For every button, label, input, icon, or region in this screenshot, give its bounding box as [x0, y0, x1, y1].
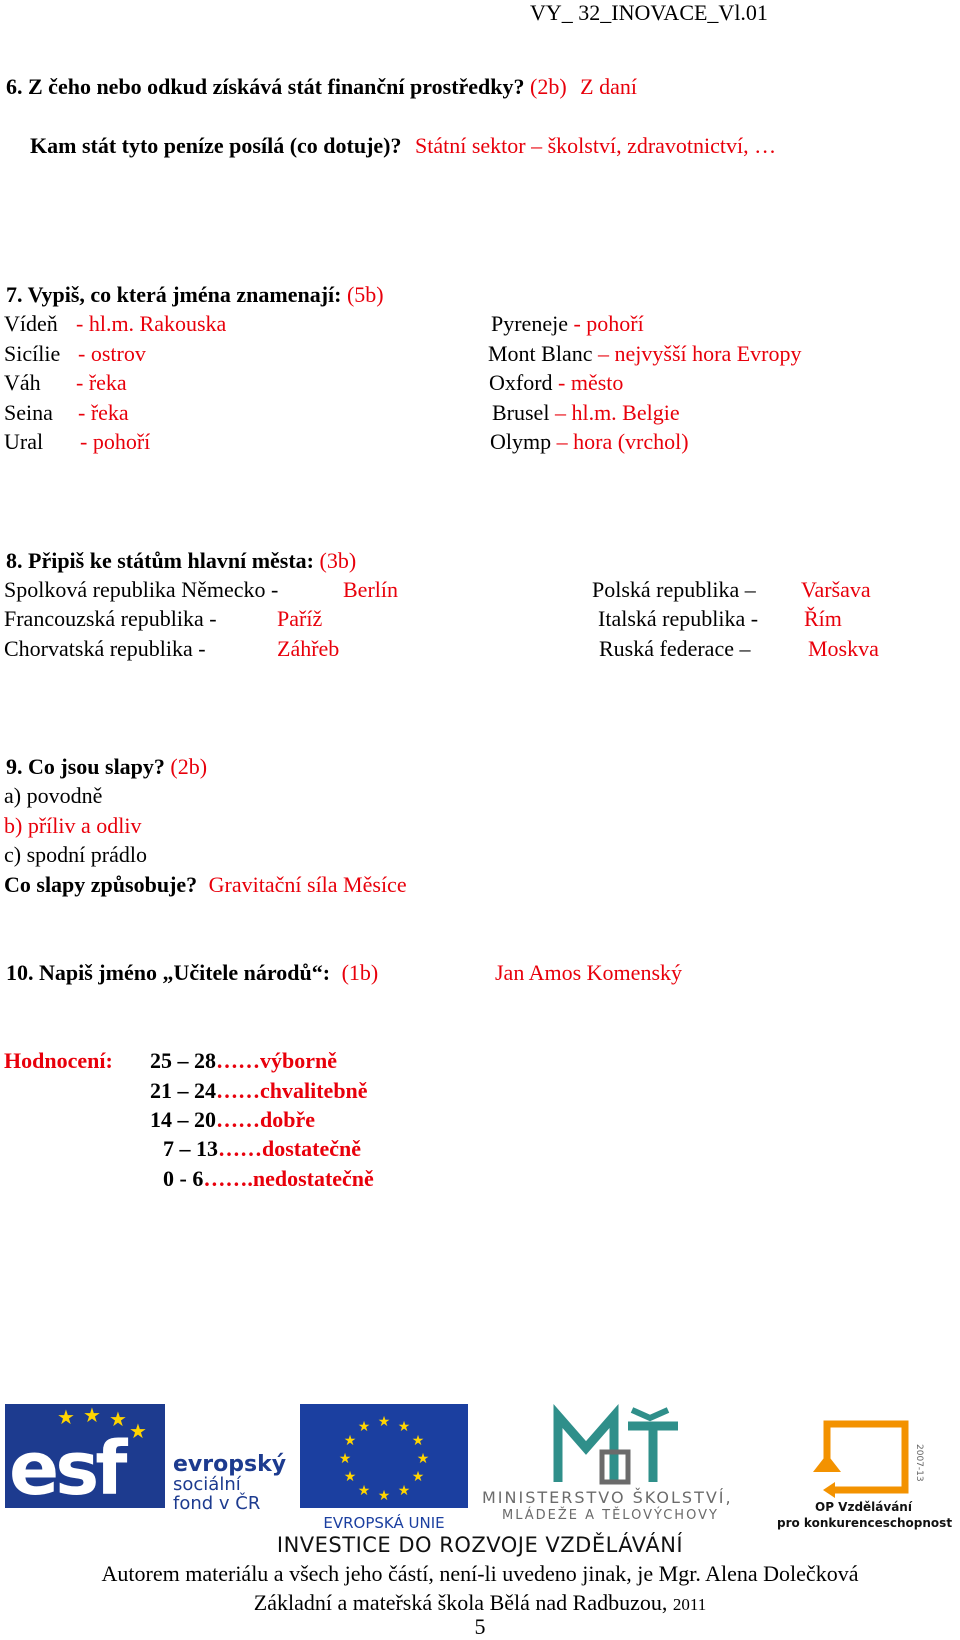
svg-text:★: ★ — [416, 1451, 430, 1467]
q7-left-row — [4, 311, 227, 337]
esf-line1: evropský — [173, 1452, 287, 1477]
q7-answer: - řeka — [76, 370, 127, 395]
footer-author: Autorem materiálu a všech jeho částí, není-li uvedeno jinak, je Mgr. Alena Dolečková — [101, 1561, 859, 1586]
q7-answer: - hl.m. Rakouska — [76, 311, 227, 336]
svg-text:★: ★ — [411, 1469, 425, 1485]
op-line2: pro konkurenceschopnost — [777, 1516, 953, 1530]
grading-row — [150, 1107, 315, 1133]
q7-term: Brusel — [492, 400, 550, 425]
msmt-line1: MINISTERSTVO ŠKOLSTVÍ, — [482, 1488, 733, 1507]
eu-logo — [300, 1404, 468, 1534]
op-mark-icon — [805, 1404, 945, 1504]
grading-row — [150, 1048, 337, 1074]
grading-label: Hodnocení: — [4, 1048, 113, 1073]
q7-term: Olymp — [490, 429, 552, 454]
q7-left-row — [4, 400, 129, 426]
q8-capital: Řím — [804, 606, 842, 631]
q7-right-row — [490, 429, 689, 455]
q7-answer: - město — [558, 370, 624, 395]
grading-range: 21 – 24 — [150, 1078, 216, 1103]
question-7 — [6, 282, 384, 308]
q7-left-row — [4, 370, 127, 396]
grading-grade: ……chvalitebně — [216, 1078, 368, 1103]
grading-grade: …….nedostatečně — [203, 1166, 374, 1191]
q9-option-b: b) příliv a odliv — [4, 813, 142, 838]
question-8-text: 8. Připiš ke státům hlavní města: — [6, 548, 314, 573]
esf-line2: sociální — [173, 1474, 241, 1495]
q8-capital: Varšava — [801, 577, 871, 602]
grading-grade: ……dostatečně — [218, 1136, 361, 1161]
svg-text:★: ★ — [397, 1483, 411, 1499]
question-10-text: 10. Napiš jméno „Učitele národů“: — [6, 960, 331, 985]
question-6-sub — [30, 133, 776, 159]
svg-text:★: ★ — [357, 1419, 371, 1435]
question-6-sub-text: Kam stát tyto peníze posílá (co dotuje)? — [30, 133, 402, 158]
q7-term: Seina — [4, 400, 53, 425]
msmt-line2: MLÁDEŽE A TĚLOVÝCHOVY — [502, 1508, 719, 1523]
q7-answer: - ostrov — [78, 341, 146, 366]
svg-text:★: ★ — [343, 1469, 357, 1485]
q8-state: Francouzská republika - — [4, 606, 217, 631]
q7-term: Váh — [4, 370, 41, 395]
grading-row — [163, 1136, 361, 1162]
q7-answer: – hl.m. Belgie — [554, 400, 680, 425]
q8-state: Chorvatská republika - — [4, 636, 206, 661]
document-code: VY_ 32_INOVACE_Vl.01 — [530, 0, 768, 25]
q7-right-row — [492, 400, 680, 426]
svg-text:★: ★ — [377, 1488, 391, 1504]
question-10-answer: Jan Amos Komenský — [495, 960, 682, 985]
question-9-sub — [4, 872, 407, 898]
question-9-sub-text: Co slapy způsobuje? — [4, 872, 198, 897]
q8-capital: Moskva — [808, 636, 879, 661]
q7-term: Vídeň — [4, 311, 58, 336]
q8-state: Ruská federace – — [599, 636, 751, 661]
grading-range: 0 - 6 — [163, 1166, 204, 1191]
q8-state: Spolková republika Německo - — [4, 577, 279, 602]
question-7-points: (5b) — [346, 282, 384, 307]
q7-right-row — [488, 341, 801, 367]
svg-text:★: ★ — [343, 1433, 357, 1449]
q9-option-c: c) spodní prádlo — [4, 842, 147, 867]
q8-capital: Záhřeb — [277, 636, 340, 661]
svg-text:★: ★ — [397, 1419, 411, 1435]
msmt-logo — [478, 1404, 768, 1534]
q8-capital: Berlín — [343, 577, 398, 602]
esf-logo — [5, 1404, 295, 1514]
msmt-mark-icon — [478, 1404, 768, 1486]
q9-option-a: a) povodně — [4, 783, 103, 808]
question-6-text: 6. Z čeho nebo odkud získává stát finanční prostředky? — [6, 74, 525, 99]
question-10-points: (1b) — [341, 960, 379, 985]
q7-term: Mont Blanc — [488, 341, 593, 366]
question-7-text: 7. Vypiš, co která jména znamenají: — [6, 282, 342, 307]
question-6-answer: Z daní — [580, 74, 637, 99]
question-8 — [6, 548, 356, 574]
q8-capital: Paříž — [277, 606, 323, 631]
eu-label: EVROPSKÁ UNIE — [323, 1514, 445, 1532]
grading-range: 25 – 28 — [150, 1048, 216, 1073]
q7-answer: – nejvyšší hora Evropy — [598, 341, 802, 366]
op-logo — [775, 1404, 960, 1534]
grading-row — [150, 1078, 368, 1104]
q7-answer: - pohoří — [573, 311, 644, 336]
svg-text:★: ★ — [377, 1414, 391, 1430]
footer-year: 2011 — [672, 1595, 707, 1614]
q7-left-row — [4, 341, 146, 367]
question-9 — [6, 754, 207, 780]
q7-answer: - řeka — [78, 400, 129, 425]
investice-banner: INVESTICE DO ROZVOJE VZDĚLÁVÁNÍ — [276, 1533, 684, 1557]
q7-term: Ural — [4, 429, 44, 454]
question-10 — [6, 960, 378, 986]
esf-letters: esf — [9, 1426, 124, 1512]
op-year: 2007-13 — [914, 1444, 924, 1482]
svg-text:★: ★ — [338, 1451, 352, 1467]
q7-term: Oxford — [489, 370, 553, 395]
svg-text:★: ★ — [357, 1483, 371, 1499]
q7-left-row — [4, 429, 151, 455]
q7-right-row — [491, 311, 644, 337]
eu-stars-icon — [300, 1404, 468, 1508]
grading-row — [163, 1166, 374, 1192]
esf-line3: fond v ČR — [173, 1493, 261, 1514]
esf-flag: ★ ★ ★ ★ esf — [5, 1404, 165, 1508]
question-6-sub-answer: Státní sektor – školství, zdravotnictví, … — [415, 133, 777, 158]
question-9-points: (2b) — [170, 754, 208, 779]
grading-grade: ……výborně — [216, 1048, 337, 1073]
q8-state: Italská republika - — [598, 606, 759, 631]
q8-state: Polská republika – — [592, 577, 756, 602]
q7-term: Pyreneje — [491, 311, 568, 336]
question-6-points: (2b) — [530, 74, 567, 99]
grading-range: 7 – 13 — [163, 1136, 218, 1161]
grading-range: 14 – 20 — [150, 1107, 216, 1132]
question-8-points: (3b) — [319, 548, 357, 573]
eu-flag — [300, 1404, 468, 1508]
question-9-sub-answer: Gravitační síla Měsíce — [208, 872, 407, 897]
question-9-text: 9. Co jsou slapy? — [6, 754, 165, 779]
q7-term: Sicílie — [4, 341, 61, 366]
question-6 — [6, 74, 637, 100]
grading-grade: ……dobře — [216, 1107, 315, 1132]
q7-right-row — [489, 370, 623, 396]
svg-text:★: ★ — [411, 1433, 425, 1449]
q7-answer: - pohoří — [80, 429, 151, 454]
q7-answer: – hora (vrchol) — [556, 429, 689, 454]
page-number: 5 — [474, 1614, 486, 1639]
footer-school-name: Základní a mateřská škola Bělá nad Radbuzou, — [253, 1590, 668, 1615]
op-line1: OP Vzdělávání — [815, 1500, 912, 1514]
